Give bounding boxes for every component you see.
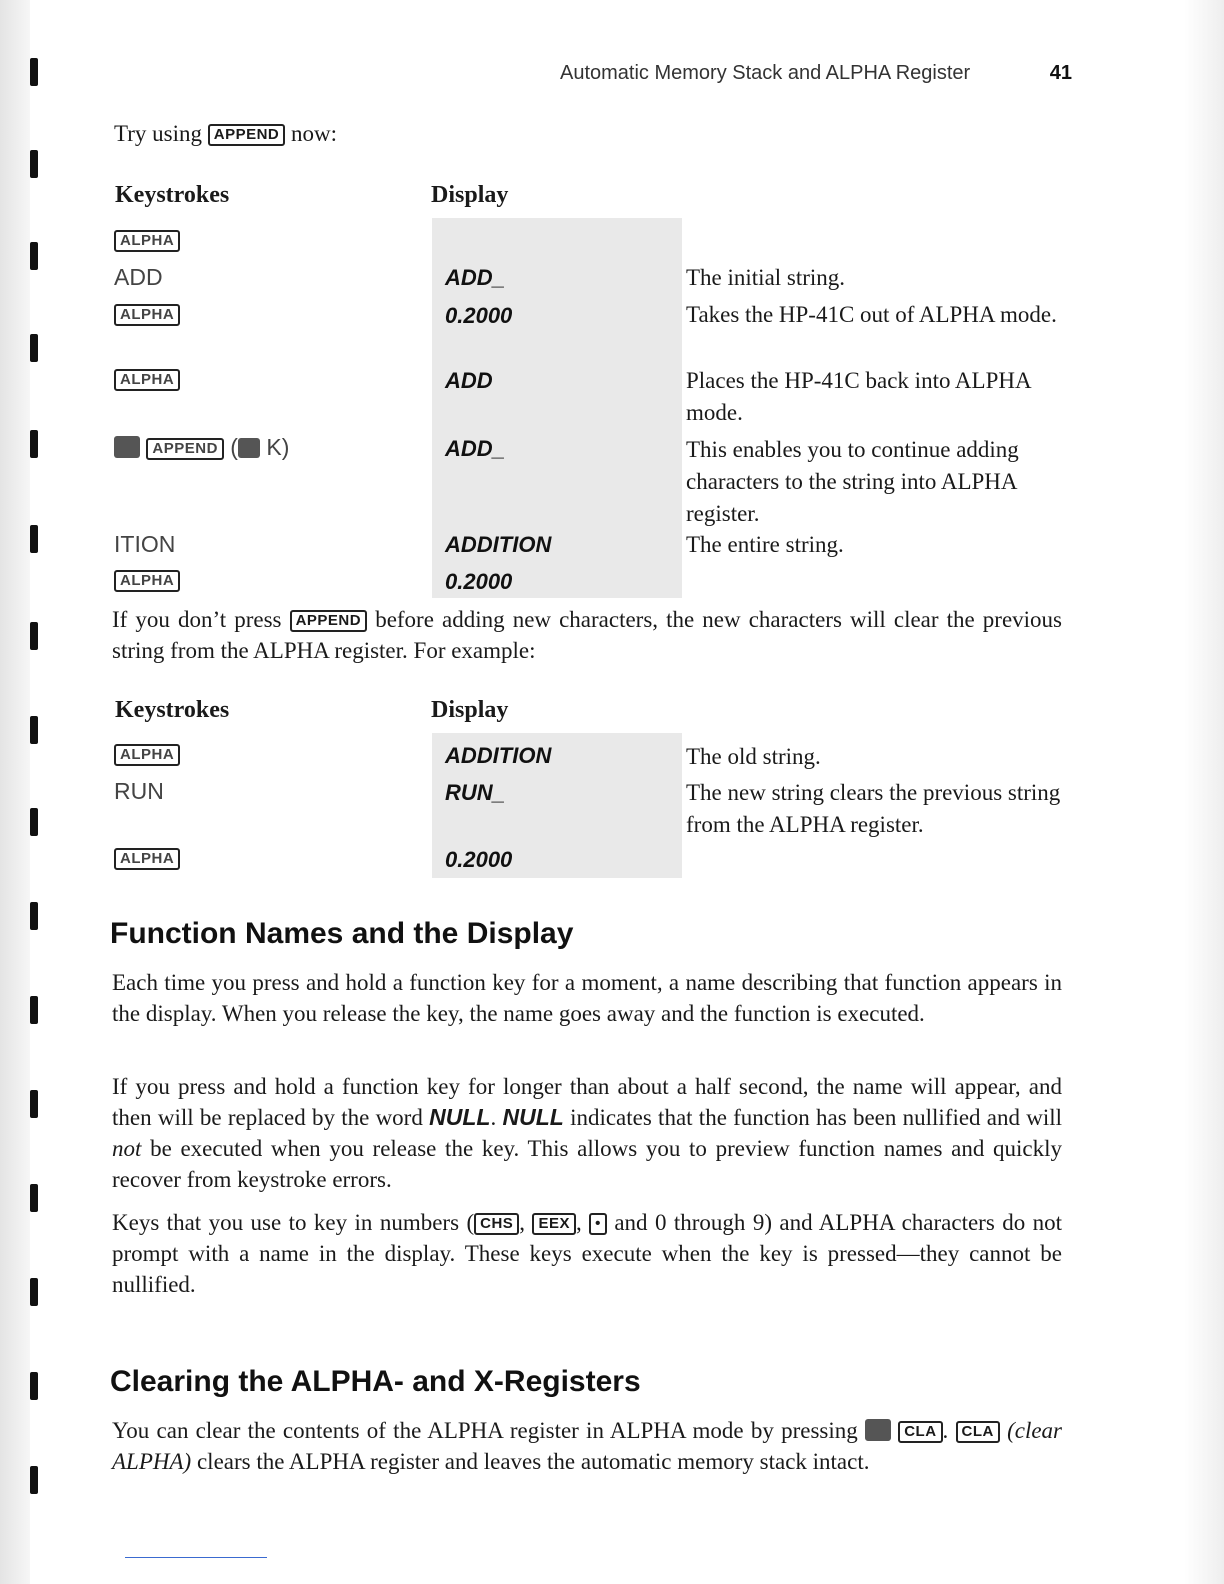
display-cell: ADDITION: [445, 743, 552, 768]
display-cell: RUN_: [445, 780, 505, 805]
shift-key-icon: [865, 1419, 891, 1441]
binding-hole: [30, 1372, 38, 1400]
function-names-para-3: [112, 1207, 1062, 1300]
page-number: 41: [1049, 62, 1072, 84]
display-heading: Display: [431, 697, 509, 723]
paren-close: ): [281, 434, 290, 460]
shift-key-icon: [238, 438, 260, 458]
para-text: ,: [519, 1210, 526, 1235]
description-cell: The entire string.: [686, 532, 844, 557]
alpha-key: ALPHA: [114, 570, 180, 592]
function-names-para-2: [112, 1071, 1062, 1195]
chs-key: CHS: [474, 1213, 519, 1235]
keystroke-cell: ADD: [114, 264, 163, 290]
section-heading-clearing: Clearing the ALPHA- and X-Registers: [110, 1365, 641, 1398]
binding-hole: [30, 150, 38, 178]
clearing-para: [112, 1415, 1062, 1477]
description-cell: The initial string.: [686, 265, 846, 290]
description-cell: The old string.: [686, 744, 821, 769]
para-text: be executed when you release the key. This allows you to preview function names and quickly recover from keystroke errors.: [112, 1136, 1063, 1192]
description-cell: The new string clears the previous string from the ALPHA register.: [686, 780, 1061, 837]
binding-hole: [30, 1278, 38, 1306]
append-key: APPEND: [208, 124, 286, 146]
k-key: K: [266, 434, 282, 460]
append-explanation: [112, 604, 1062, 666]
null-word: NULL: [429, 1104, 491, 1130]
para-text: clears the ALPHA register and leaves the automatic memory stack intact.: [196, 1449, 870, 1474]
intro-text: now:: [291, 121, 338, 146]
binding-hole: [30, 996, 38, 1024]
para-text: before adding new characters, the new characters will clear the previous string from the ALPHA register. For example:: [112, 607, 1063, 663]
binding-hole: [30, 716, 38, 744]
emphasis-not: not: [112, 1136, 142, 1161]
cla-key: CLA: [956, 1421, 1000, 1443]
display-cell: ADD_: [445, 265, 505, 290]
keystroke-cell: [114, 300, 180, 327]
paren-open: (: [230, 434, 238, 460]
function-names-para-1: Each time you press and hold a function key for a moment, a name describing that function appears in the display. When you release the key, the name goes away and the function is executed.: [112, 970, 1062, 1026]
decimal-point-key: •: [589, 1213, 607, 1235]
para-text: You can clear the contents of the ALPHA register in ALPHA mode by pressing: [112, 1418, 858, 1443]
keystroke-cell: [114, 844, 180, 871]
display-cell: 0.2000: [445, 847, 513, 872]
alpha-key: ALPHA: [114, 369, 180, 391]
para-text: If you don’t press: [112, 607, 282, 632]
page-edge: [1184, 0, 1224, 1584]
eex-key: EEX: [532, 1213, 576, 1235]
binding-hole: [30, 334, 38, 362]
keystrokes-heading: Keystrokes: [115, 182, 230, 208]
cla-key: CLA: [898, 1421, 942, 1443]
display-cell: ADD_: [445, 436, 505, 461]
header-title: Automatic Memory Stack and ALPHA Register: [560, 62, 971, 84]
binding-hole: [30, 622, 38, 650]
para-text: If you press and hold a function key for longer than about a half second, the name will appear, and then will be replaced by the word: [112, 1074, 1062, 1130]
binding-hole: [30, 1466, 38, 1494]
alpha-key: ALPHA: [114, 744, 180, 766]
keystroke-cell: [114, 365, 180, 392]
intro-line: [114, 118, 337, 150]
section-heading-function-names: Function Names and the Display: [110, 917, 574, 950]
append-key: APPEND: [290, 610, 368, 632]
keystroke-cell: ITION: [114, 531, 176, 557]
display-cell: ADD: [445, 368, 493, 393]
keystroke-cell: [114, 566, 180, 593]
alpha-key: ALPHA: [114, 304, 180, 326]
binding-hole: [30, 1090, 38, 1118]
para-text: ,: [575, 1210, 582, 1235]
binding-hole: [30, 808, 38, 836]
binding-hole: [30, 525, 38, 553]
binding-hole: [30, 242, 38, 270]
intro-text: Try using: [114, 121, 202, 146]
display-cell: ADDITION: [445, 532, 552, 557]
binding-strip: [0, 0, 30, 1584]
null-word: NULL: [502, 1104, 564, 1130]
para-text: and 0 through 9) and ALPHA characters do not prompt with a name in the display. These keys execute when the key is pressed—they cannot be nullified.: [112, 1210, 1063, 1297]
keystroke-cell: [114, 740, 180, 767]
shift-key-icon: [114, 436, 140, 458]
clear-alpha-italic: (clear ALPHA): [112, 1418, 1063, 1474]
keystrokes-heading: Keystrokes: [115, 697, 230, 723]
binding-hole: [30, 902, 38, 930]
display-cell: 0.2000: [445, 303, 513, 328]
keystroke-cell: RUN: [114, 778, 164, 804]
description-cell: Takes the HP-41C out of ALPHA mode.: [686, 302, 1057, 327]
alpha-key: ALPHA: [114, 848, 180, 870]
binding-hole: [30, 58, 38, 86]
footnote-rule: [125, 1557, 267, 1558]
append-key: APPEND: [146, 438, 224, 460]
display-cell: 0.2000: [445, 569, 513, 594]
binding-hole: [30, 1184, 38, 1212]
binding-hole: [30, 430, 38, 458]
para-text: indicates that the function has been nullified and will: [570, 1105, 1063, 1130]
description-cell: Places the HP-41C back into ALPHA mode.: [686, 368, 1031, 425]
display-heading: Display: [431, 182, 509, 208]
para-text: .: [942, 1418, 949, 1443]
keystroke-cell: [114, 434, 289, 461]
description-cell: This enables you to continue adding characters to the string into ALPHA register.: [686, 437, 1019, 526]
keystroke-cell: [114, 226, 180, 253]
para-text: Keys that you use to key in numbers (: [112, 1210, 475, 1235]
para-text: .: [490, 1105, 497, 1130]
alpha-key: ALPHA: [114, 230, 180, 252]
